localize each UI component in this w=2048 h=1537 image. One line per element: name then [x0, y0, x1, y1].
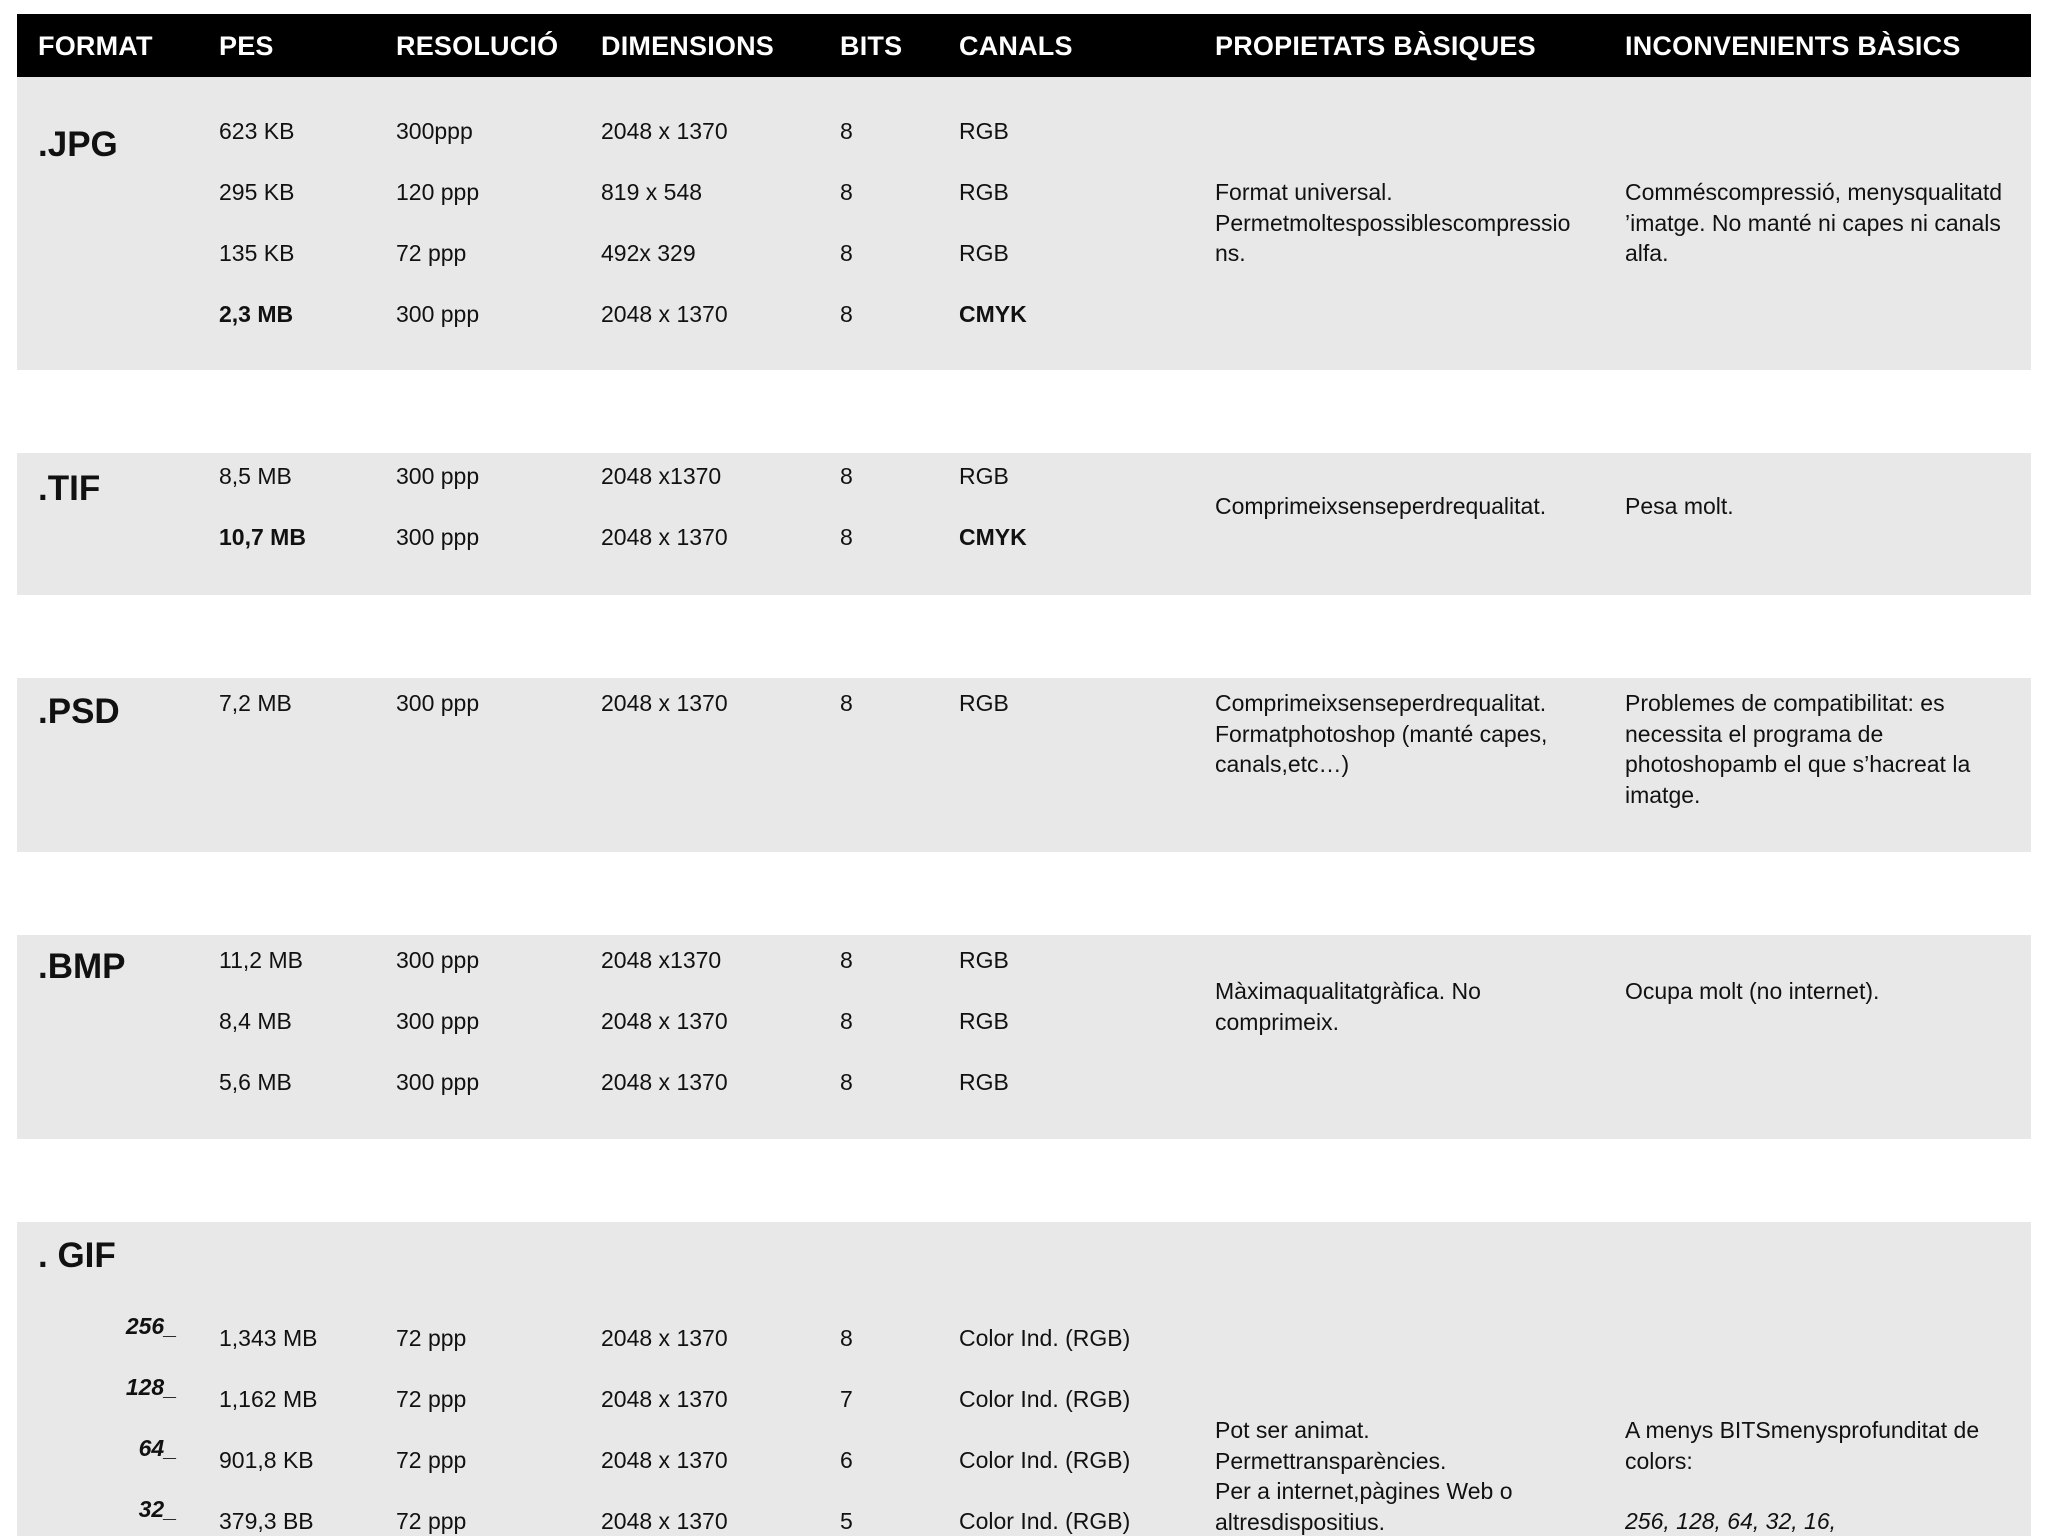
propietats-text: Pot ser animat. Permettransparències. Per a internet,pàgines Web o altresdispositius. — [1215, 1417, 1513, 1535]
cell-bits: 7 — [840, 1386, 853, 1412]
cell-canals: RGB — [959, 1069, 1009, 1095]
cell-bits: 8 — [840, 947, 853, 973]
cell-pes: 11,2 MB — [219, 947, 303, 973]
header-bits: BITS — [840, 31, 903, 61]
inconvenients-text: Problemes de compatibilitat: es necessita el programa de photoshopamb el que s’hacreat la imatge. — [1625, 690, 1971, 808]
cell-bits: 8 — [840, 1008, 853, 1034]
cell-dim: 2048 x 1370 — [601, 1447, 728, 1473]
cell-res: 300 ppp — [396, 1008, 480, 1034]
cell-canals: Color Ind. (RGB) — [959, 1386, 1131, 1412]
cell-res: 72 ppp — [396, 1447, 467, 1473]
header-dimensions: DIMENSIONS — [601, 31, 775, 61]
header-propietats: PROPIETATS BÀSIQUES — [1215, 31, 1536, 61]
inconvenients-color-list: 256, 128, 64, 32, 16, — [1625, 1508, 1837, 1534]
propietats-text: Format universal. Permetmoltespossiblescompressio ns. — [1215, 179, 1571, 266]
propietats-text: Comprimeixsenseperdrequalitat. Formatphotoshop (manté capes, canals,etc…) — [1215, 690, 1548, 777]
cell-bits: 8 — [840, 463, 853, 489]
cell-dim: 819 x 548 — [601, 179, 703, 205]
cell-dim: 492x 329 — [601, 240, 696, 266]
cell-res: 300 ppp — [396, 463, 480, 489]
cell-pes: 5,6 MB — [219, 1069, 292, 1095]
cell-dim: 2048 x1370 — [601, 463, 722, 489]
cell-res: 300 ppp — [396, 947, 480, 973]
cell-res: 300ppp — [396, 118, 473, 144]
cell-bits: 8 — [840, 179, 853, 205]
cell-pes: 2,3 MB — [219, 301, 294, 327]
format-label: .BMP — [38, 947, 126, 986]
tif-section — [17, 453, 2031, 595]
cell-bits: 8 — [840, 524, 853, 550]
cell-pes: 623 KB — [219, 118, 295, 144]
cell-canals: RGB — [959, 118, 1009, 144]
cell-dim: 2048 x 1370 — [601, 301, 728, 327]
cell-dim: 2048 x 1370 — [601, 1508, 728, 1534]
cell-dim: 2048 x 1370 — [601, 1008, 728, 1034]
color-depth-label: 256_ — [125, 1313, 177, 1339]
cell-bits: 5 — [840, 1508, 853, 1534]
cell-dim: 2048 x 1370 — [601, 690, 728, 716]
cell-pes: 379,3 BB — [219, 1508, 314, 1534]
cell-res: 300 ppp — [396, 301, 480, 327]
cell-res: 300 ppp — [396, 524, 480, 550]
cell-pes: 1,343 MB — [219, 1325, 318, 1351]
cell-dim: 2048 x1370 — [601, 947, 722, 973]
cell-dim: 2048 x 1370 — [601, 524, 728, 550]
cell-res: 72 ppp — [396, 240, 467, 266]
propietats-text: Màximaqualitatgràfica. No comprimeix. — [1215, 978, 1481, 1035]
cell-pes: 901,8 KB — [219, 1447, 314, 1473]
format-label: . GIF — [38, 1236, 116, 1275]
cell-res: 120 ppp — [396, 179, 480, 205]
cell-canals: RGB — [959, 1008, 1009, 1034]
header-resolucio: RESOLUCIÓ — [396, 31, 559, 61]
cell-canals: Color Ind. (RGB) — [959, 1325, 1131, 1351]
inconvenients-text: Comméscompressió, menysqualitatd ’imatge. No manté ni capes ni canals alfa. — [1625, 179, 2003, 266]
cell-canals: RGB — [959, 463, 1009, 489]
cell-pes: 8,5 MB — [219, 463, 292, 489]
cell-canals: Color Ind. (RGB) — [959, 1447, 1131, 1473]
cell-canals: RGB — [959, 179, 1009, 205]
jpg-section — [17, 77, 2031, 370]
cell-res: 72 ppp — [396, 1386, 467, 1412]
cell-pes: 135 KB — [219, 240, 295, 266]
cell-canals: RGB — [959, 690, 1009, 716]
color-depth-label: 64_ — [138, 1435, 177, 1461]
format-label: .PSD — [38, 692, 120, 731]
cell-bits: 8 — [840, 118, 853, 144]
cell-res: 300 ppp — [396, 1069, 480, 1095]
cell-dim: 2048 x 1370 — [601, 1325, 728, 1351]
inconvenients-text: A menys BITSmenysprofunditat de colors: — [1625, 1417, 1980, 1474]
cell-dim: 2048 x 1370 — [601, 1069, 728, 1095]
cell-res: 72 ppp — [396, 1325, 467, 1351]
cell-res: 72 ppp — [396, 1508, 467, 1534]
cell-pes: 8,4 MB — [219, 1008, 292, 1034]
header-canals: CANALS — [959, 31, 1073, 61]
color-depth-label: 128_ — [125, 1374, 177, 1400]
cell-bits: 8 — [840, 1069, 853, 1095]
psd-section — [17, 678, 2031, 852]
cell-bits: 8 — [840, 301, 853, 327]
cell-bits: 8 — [840, 690, 853, 716]
header-inconvenients: INCONVENIENTS BÀSICS — [1625, 31, 1961, 61]
inconvenients-text: Ocupa molt (no internet). — [1625, 978, 1880, 1004]
cell-pes: 7,2 MB — [219, 690, 292, 716]
cell-dim: 2048 x 1370 — [601, 1386, 728, 1412]
inconvenients-text: Pesa molt. — [1625, 493, 1734, 519]
cell-pes: 1,162 MB — [219, 1386, 318, 1412]
header-format: FORMAT — [38, 31, 153, 61]
header-pes: PES — [219, 31, 274, 61]
color-depth-label: 32_ — [138, 1496, 177, 1522]
cell-res: 300 ppp — [396, 690, 480, 716]
cell-dim: 2048 x 1370 — [601, 118, 728, 144]
cell-pes: 295 KB — [219, 179, 295, 205]
cell-canals: CMYK — [959, 301, 1027, 327]
cell-bits: 8 — [840, 240, 853, 266]
cell-canals: Color Ind. (RGB) — [959, 1508, 1131, 1534]
table-header — [17, 14, 2031, 77]
cell-canals: RGB — [959, 947, 1009, 973]
gif-section — [17, 1222, 2031, 1536]
format-label: .JPG — [38, 125, 118, 164]
bmp-section — [17, 935, 2031, 1139]
propietats-text: Comprimeixsenseperdrequalitat. — [1215, 493, 1547, 519]
format-label: .TIF — [38, 469, 101, 508]
cell-canals: CMYK — [959, 524, 1027, 550]
cell-canals: RGB — [959, 240, 1009, 266]
cell-bits: 8 — [840, 1325, 853, 1351]
cell-pes: 10,7 MB — [219, 524, 306, 550]
cell-bits: 6 — [840, 1447, 853, 1473]
